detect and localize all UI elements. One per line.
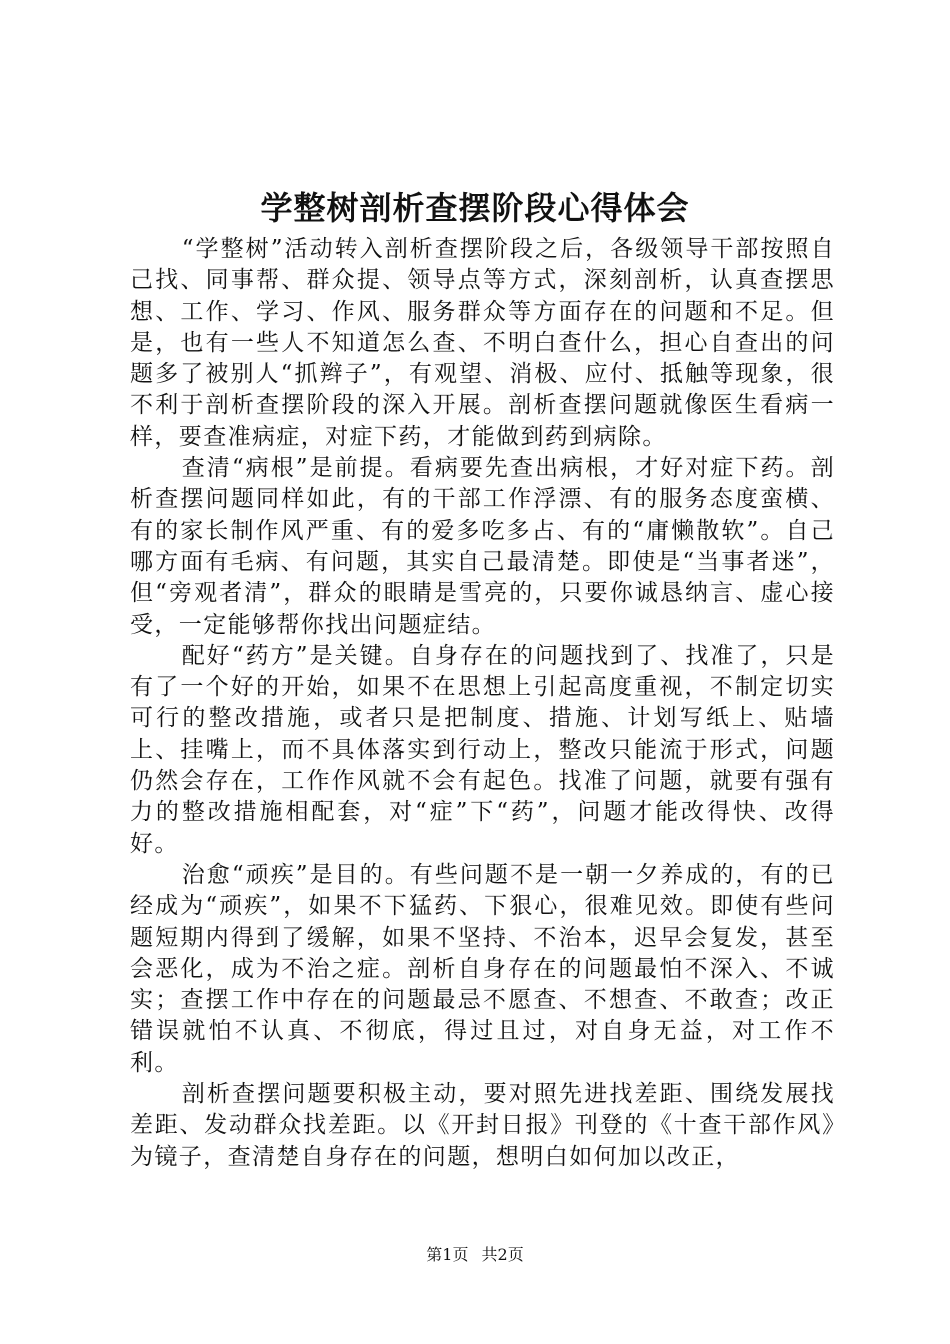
page-number: 第1页 — [426, 1245, 469, 1264]
paragraph-prescription: 配好“药方”是关键。自身存在的问题找到了、找准了，只是有了一个好的开始，如果不在思想上引起高度重视，不制定切实可行的整改措施，或者只是把制度、措施、计划写纸上、贴墙上、挂嘴上，而不具体落实到行动上，整改只能流于形式，问题仍然会存在，工作作风就不会有起色。找准了问题，就要有强有力的整改措施相配套，对“症”下“药”，问题才能改得快、改得好。 — [130, 642, 835, 857]
page-total: 共2页 — [481, 1245, 524, 1264]
paragraph-root-cause: 查清“病根”是前提。看病要先查出病根，才好对症下药。剖析查摆问题同样如此，有的干部工作浮漂、有的服务态度蛮横、有的家长制作风严重、有的爱多吃多占、有的“庸懒散软”。自己哪方面有毛病、有问题，其实自己最清楚。即使是“当事者迷”，但“旁观者清”，群众的眼睛是雪亮的，只要你诚恳纳言、虚心接受，一定能够帮你找出问题症结。 — [130, 455, 835, 638]
paragraph-intro: “学整树”活动转入剖析查摆阶段之后，各级领导干部按照自己找、同事帮、群众提、领导点等方式，深刻剖析，认真查摆思想、工作、学习、作风、服务群众等方面存在的问题和不足。但是，也有一些人不知道怎么查、不明白查什么，担心自查出的问题多了被别人“抓辫子”，有观望、消极、应付、抵触等现象，很不利于剖析查摆阶段的深入开展。剖析查摆问题就像医生看病一样，要查准病症，对症下药，才能做到药到病除。 — [130, 236, 835, 450]
page-footer — [0, 1244, 950, 1266]
paragraph-proactive: 剖析查摆问题要积极主动，要对照先进找差距、围绕发展找差距、发动群众找差距。以《开封日报》刊登的《十查干部作风》为镜子，查清楚自身存在的问题，想明白如何加以改正， — [130, 1081, 835, 1170]
document-body — [130, 234, 835, 1173]
document-title: 学整树剖析查摆阶段心得体会 — [260, 189, 690, 227]
paragraph-cure: 治愈“顽疾”是目的。有些问题不是一朝一夕养成的，有的已经成为“顽疾”，如果不下猛药、下狠心，很难见效。即使有些问题短期内得到了缓解，如果不坚持、不治本，迟早会复发，甚至会恶化，成为不治之症。剖析自身存在的问题最怕不深入、不诚实；查摆工作中存在的问题最忌不愿查、不想查、不敢查；改正错误就怕不认真、不彻底，得过且过，对自身无益，对工作不利。 — [130, 861, 835, 1076]
